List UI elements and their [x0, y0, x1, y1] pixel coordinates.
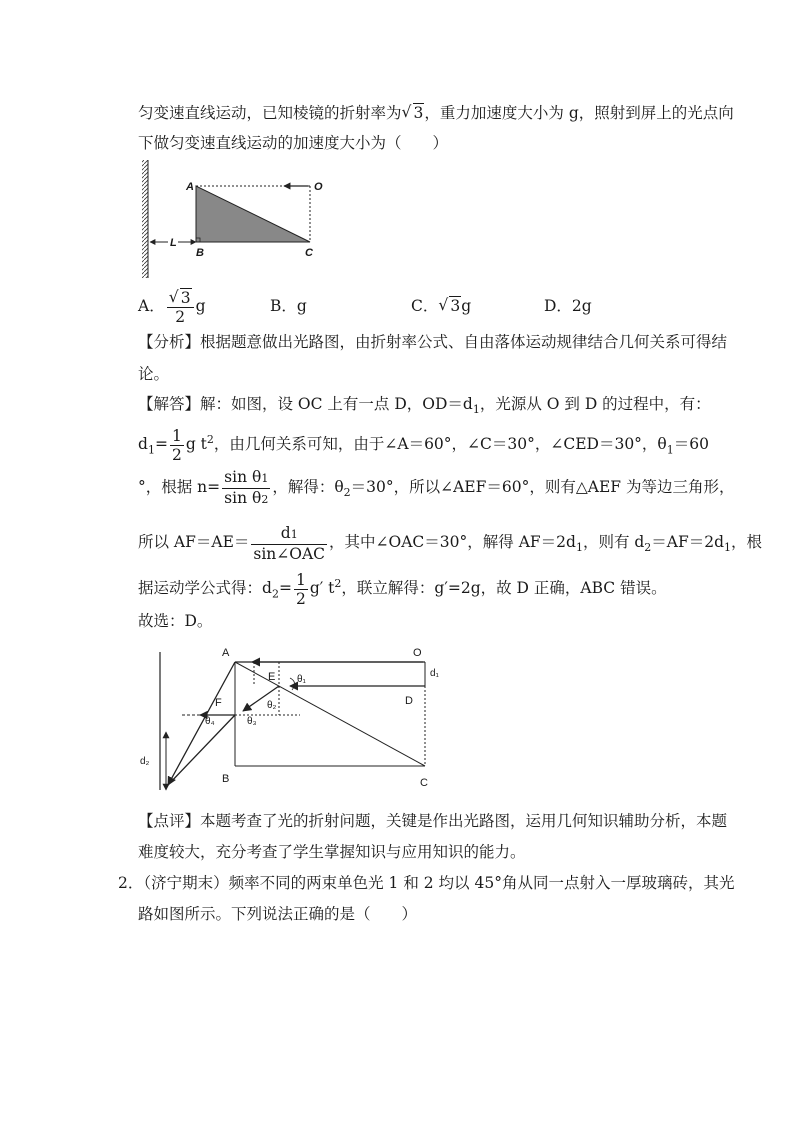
label-A2: A: [222, 647, 230, 659]
label-O: O: [314, 181, 323, 193]
prism-figure-1: [140, 160, 340, 280]
label-theta2: θ₂: [267, 700, 277, 711]
question2-line-1: 2．（济宁期末）频率不同的两束单色光 1 和 2 均以 45°角从同一点射入一厚玻璃砖，其光: [118, 874, 735, 892]
sqrt-3: √ 3: [402, 102, 425, 124]
label-theta4: θ₄: [205, 716, 215, 727]
solution-line-5: 据运动学公式得：$d_2=$ $\frac{1}{2}$ g′ $t^2$，联立解得：g′=2g，故 D 正确，ABC 错误。: [138, 570, 667, 608]
options-row: [138, 288, 592, 326]
label-E: E: [268, 671, 276, 683]
analysis-line-1: 【分析】根据题意做出光路图，由折射率公式、自由落体运动规律结合几何关系可得结: [138, 333, 728, 351]
option-d: D．2g: [544, 297, 592, 315]
solution-line-4: 所以 AF＝AE＝ $\frac{d1}{\text{sin∠OAC}}$ ，其中∠OAC＝30°，解得 $AF=2d_1$，则有 $d_2=AF=2d_1$，根: [138, 523, 763, 563]
question2-line-2: 路如图所示。下列说法正确的是（ ）: [138, 905, 418, 923]
option-c: C．√ 3g: [411, 288, 544, 324]
solution-line-1: 【解答】解：如图，设 OC 上有一点 D，$OD=d_1$，光源从 O 到 D 的过程中，有：: [138, 395, 711, 417]
screen-wall: [142, 160, 148, 278]
intro-text-2: ，重力加速度大小为 g，照射到屏上的光点向: [424, 104, 734, 122]
label-theta3: θ₃: [247, 716, 257, 727]
option-a: A． √ $\frac{3}{2}$ g: [138, 288, 270, 326]
option-b: B．g: [270, 297, 307, 315]
label-L: L: [170, 237, 177, 249]
label-C2: C: [420, 777, 428, 789]
label-theta1: θ₁: [297, 674, 306, 685]
prism-triangle: [196, 186, 310, 242]
solution-line-3: °，根据 n= $\frac{\text{sin θ1}}{\text{sin θ2}}$ ，解得：$\theta_2=30^\circ$，所以∠AEF＝60°，则有△AEF 为等边三角形，: [138, 467, 735, 507]
solution-line-2: $d_1=$ $\frac{1}{2}$ g $t^2$，由几何关系可知，由于∠A＝60°，∠C＝30°，∠CED＝30°，$\theta_1=60$: [138, 426, 709, 464]
label-F: F: [215, 697, 222, 709]
light-path-figure-2: [140, 640, 450, 800]
intro-text: 匀变速直线运动，已知棱镜的折射率为: [138, 104, 402, 122]
label-C: C: [305, 247, 313, 259]
label-O2: O: [413, 647, 422, 659]
answer-line: 故选：D。: [138, 612, 213, 630]
intro-line-2: 下做匀变速直线运动的加速度大小为（ ）: [138, 134, 449, 152]
comment-line-2: 难度较大，充分考查了学生掌握知识与应用知识的能力。: [138, 843, 526, 861]
comment-line-1: 【点评】本题考查了光的折射问题，关键是作出光路图，运用几何知识辅助分析，本题: [138, 812, 728, 830]
intro-line-1: [138, 102, 734, 124]
label-d1: d₁: [430, 668, 439, 679]
label-B: B: [196, 247, 204, 259]
label-D: D: [405, 695, 413, 707]
label-B2: B: [222, 773, 230, 785]
analysis-line-2: 论。: [138, 365, 170, 383]
label-A: A: [186, 181, 194, 193]
label-d2: d₂: [140, 756, 150, 767]
